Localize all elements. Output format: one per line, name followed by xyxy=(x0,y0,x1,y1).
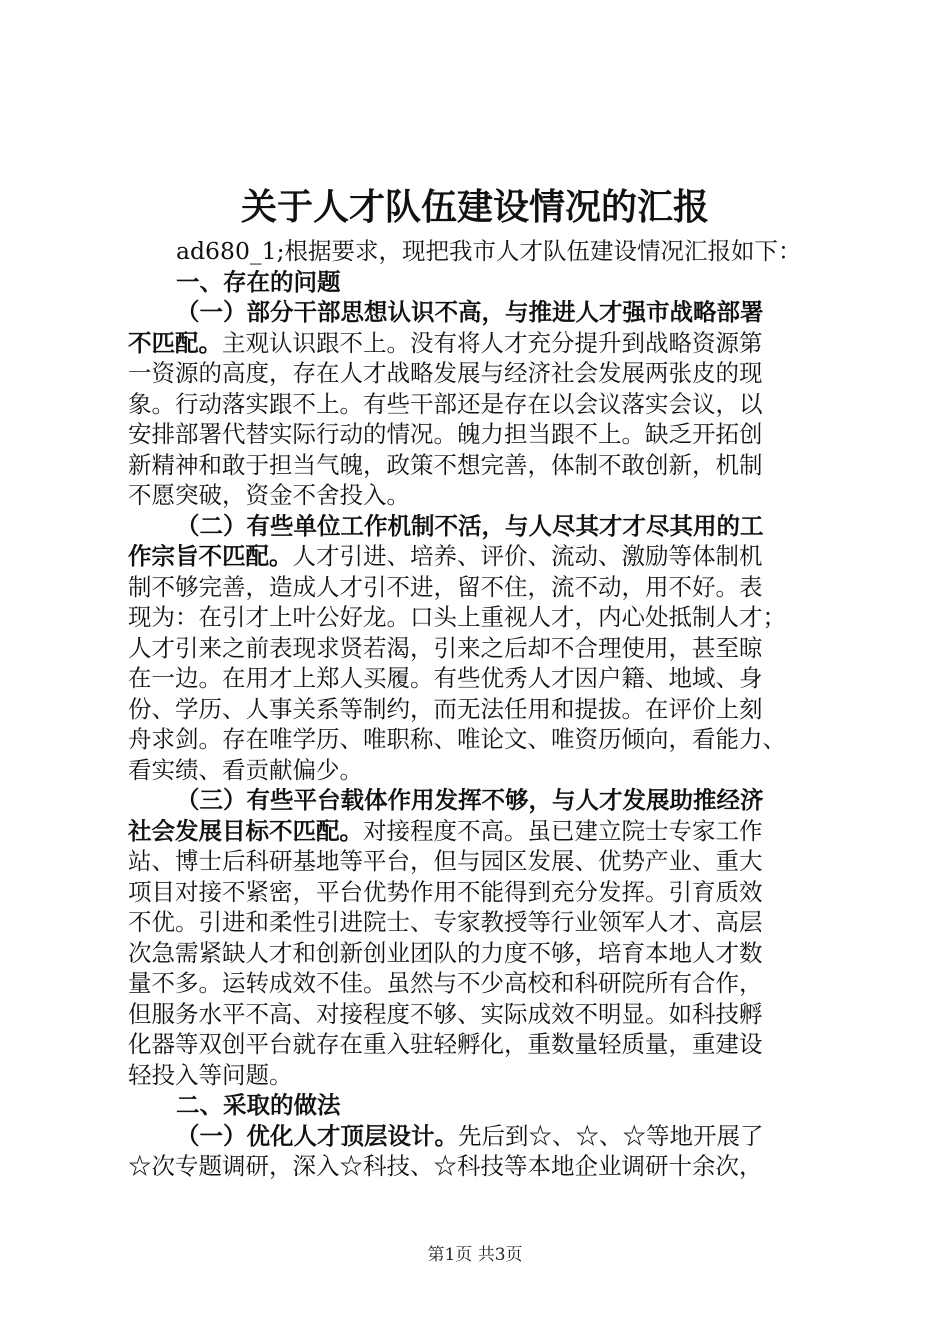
text-line xyxy=(128,846,828,877)
text-line xyxy=(128,1151,828,1182)
body-text: 人才引进、培养、评价、流动、激励等体制机 xyxy=(292,542,763,570)
text-line xyxy=(128,938,828,969)
text-line xyxy=(128,785,828,816)
text-line xyxy=(128,694,828,725)
text-line xyxy=(128,816,828,847)
body-text: 站、博士后科研基地等平台，但与园区发展、优势产业、重大 xyxy=(128,847,763,875)
body-text: 轻投入等问题。 xyxy=(128,1060,293,1089)
text-line xyxy=(128,389,828,420)
text-line xyxy=(128,236,828,267)
body-text: 一资源的高度，存在人才战略发展与经济社会发展两张皮的现 xyxy=(128,359,763,387)
body-text: 化器等双创平台就存在重入驻轻孵化，重数量轻质量，重建设 xyxy=(128,1030,763,1058)
body-text: 新精神和敢于担当气魄，政策不想完善，体制不敢创新，机制 xyxy=(128,450,763,479)
text-line xyxy=(128,907,828,938)
page-footer: 第1页 共3页 xyxy=(427,1245,523,1265)
body-text: 次急需紧缺人才和创新创业团队的力度不够，培育本地人才数 xyxy=(128,938,763,967)
bold-text: （二）有些单位工作机制不活，与人尽其才才尽其用的工 xyxy=(176,511,764,540)
text-line xyxy=(128,541,828,572)
document-body xyxy=(128,236,828,1182)
body-text: 看实绩、看贡献偏少。 xyxy=(128,755,363,784)
text-line xyxy=(128,1029,828,1060)
bold-text: （三）有些平台载体作用发挥不够，与人才发展助推经济 xyxy=(176,786,764,814)
body-text: 人才引来之前表现求贤若渴，引来之后却不合理使用，甚至晾 xyxy=(128,633,763,662)
bold-text: 社会发展目标不匹配。 xyxy=(128,816,363,845)
text-line xyxy=(128,511,828,542)
body-text: 不愿突破，资金不舍投入。 xyxy=(128,481,410,509)
document-title: 关于人才队伍建设情况的汇报 xyxy=(240,187,709,228)
body-text: 安排部署代替实际行动的情况。魄力担当跟不上。缺乏开拓创 xyxy=(128,420,763,448)
body-text: 现为：在引才上叶公好龙。口头上重视人才，内心处抵制人才； xyxy=(128,603,786,631)
text-line xyxy=(128,450,828,481)
body-text: 但服务水平不高、对接程度不够、实际成效不明显。如科技孵 xyxy=(128,999,763,1028)
body-text: ad680_1;根据要求，现把我市人才队伍建设情况汇报如下： xyxy=(176,237,802,265)
text-line xyxy=(128,328,828,359)
text-line xyxy=(128,755,828,786)
bold-text: 不匹配。 xyxy=(128,328,222,357)
bold-text: 二、采取的做法 xyxy=(176,1091,341,1119)
bold-text: （一）优化人才顶层设计。 xyxy=(176,1121,458,1150)
text-line xyxy=(128,999,828,1030)
text-line xyxy=(128,602,828,633)
text-line xyxy=(128,267,828,298)
text-line xyxy=(128,1060,828,1091)
text-line xyxy=(128,724,828,755)
text-line xyxy=(128,968,828,999)
text-line xyxy=(128,1090,828,1121)
body-text: 不优。引进和柔性引进院士、专家教授等行业领军人才、高层 xyxy=(128,908,763,936)
text-line xyxy=(128,663,828,694)
text-line xyxy=(128,633,828,664)
bold-text: 作宗旨不匹配。 xyxy=(128,542,293,570)
body-text: 主观认识跟不上。没有将人才充分提升到战略资源第 xyxy=(222,328,763,357)
body-text: 制不够完善，造成人才引不进，留不住，流不动，用不好。表 xyxy=(128,572,763,601)
body-text: 象。行动落实跟不上。有些干部还是存在以会议落实会议，以 xyxy=(128,389,763,418)
body-text: 在一边。在用才上郑人买履。有些优秀人才因户籍、地域、身 xyxy=(128,664,763,692)
bold-text: 一、存在的问题 xyxy=(176,267,341,296)
body-text: 对接程度不高。虽已建立院士专家工作 xyxy=(363,816,763,845)
text-line xyxy=(128,572,828,603)
body-text: 份、学历、人事关系等制约，而无法任用和提拔。在评价上刻 xyxy=(128,694,763,723)
body-text: 舟求剑。存在唯学历、唯职称、唯论文、唯资历倾向，看能力、 xyxy=(128,725,786,753)
body-text: ☆次专题调研，深入☆科技、☆科技等本地企业调研十余次， xyxy=(128,1152,763,1180)
text-line xyxy=(128,419,828,450)
text-line xyxy=(128,358,828,389)
text-line xyxy=(128,480,828,511)
bold-text: （一）部分干部思想认识不高，与推进人才强市战略部署 xyxy=(176,298,764,326)
text-line xyxy=(128,297,828,328)
body-text: 先后到☆、☆、☆等地开展了 xyxy=(458,1121,764,1150)
text-line xyxy=(128,877,828,908)
text-line xyxy=(128,1121,828,1152)
body-text: 量不多。运转成效不佳。虽然与不少高校和科研院所有合作， xyxy=(128,969,763,997)
body-text: 项目对接不紧密，平台优势作用不能得到充分发挥。引育质效 xyxy=(128,877,763,906)
